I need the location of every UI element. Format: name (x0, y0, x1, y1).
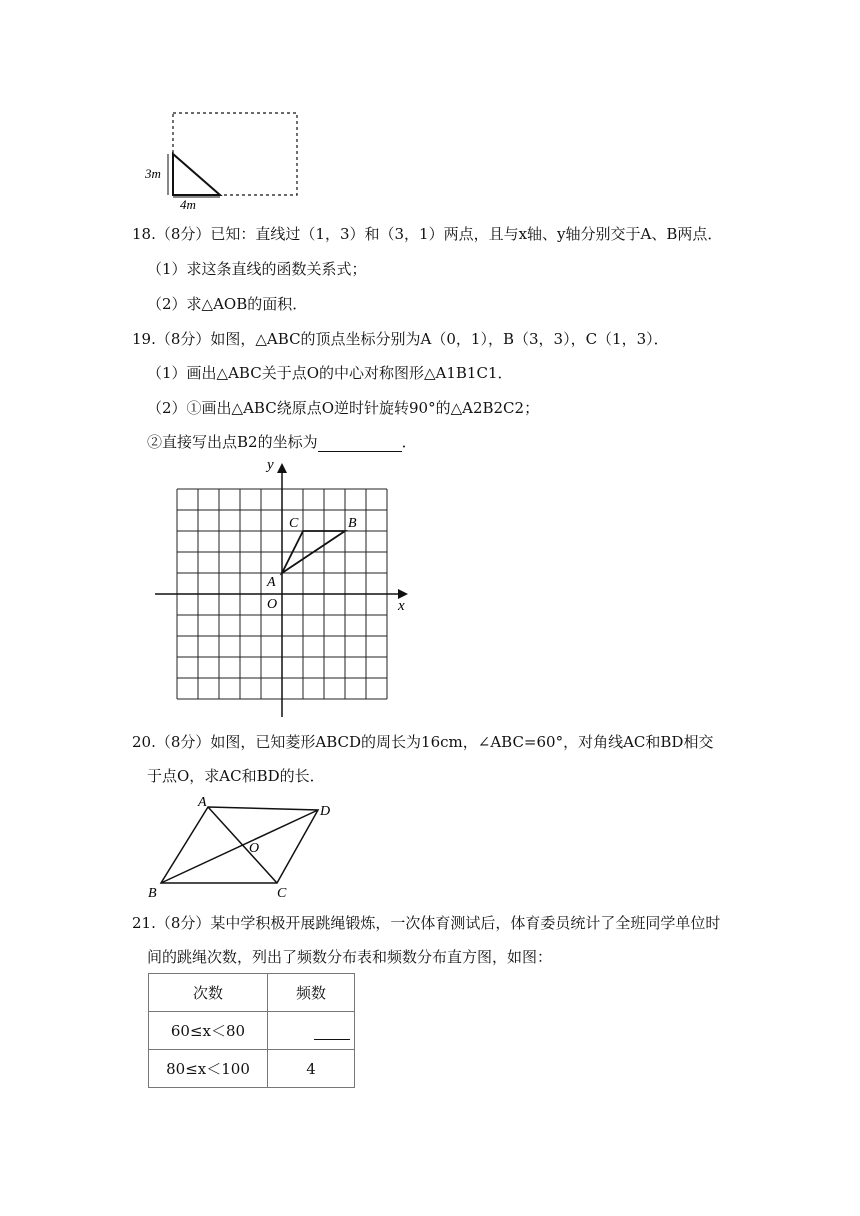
label-c: C (289, 516, 299, 531)
cell-frequency (268, 1012, 355, 1050)
q19-part1: （1）画出△ABC关于点O的中心对称图形△A1B1C1． (147, 364, 513, 382)
label-c: C (277, 886, 287, 901)
label-o: O (267, 597, 278, 612)
header-frequency: 频数 (268, 974, 355, 1012)
cell-frequency: 4 (268, 1050, 355, 1088)
label-a: A (198, 795, 207, 810)
frequency-table (148, 973, 355, 1088)
label-3m: 3m (145, 166, 161, 181)
q19-coordinate-grid (150, 455, 420, 720)
q19-part3-text: ②直接写出点B2的坐标为 (147, 433, 318, 451)
q20-rhombus-figure (140, 795, 350, 900)
q18-part1: （1）求这条直线的函数关系式； (147, 260, 367, 278)
label-o: O (249, 841, 260, 856)
y-axis-arrow (277, 463, 287, 473)
q20-line1: 20.（8分）如图，已知菱形ABCD的周长为16cm，∠ABC=60°，对角线AC和BD相交 (132, 733, 714, 751)
label-y: y (267, 457, 274, 473)
label-d: D (320, 804, 331, 819)
q21-line1: 21.（8分）某中学积极开展跳绳锻炼，一次体育测试后，体育委员统计了全班同学单位时 (132, 914, 721, 932)
diagonal-bd (161, 810, 318, 883)
q21-line2: 间的跳绳次数，列出了频数分布表和频数分布直方图，如图： (147, 948, 553, 966)
q20-line2: 于点O，求AC和BD的长． (147, 767, 325, 785)
header-count: 次数 (149, 974, 268, 1012)
dashed-rectangle (173, 113, 297, 195)
table-row (149, 1050, 355, 1088)
label-a: A (267, 575, 276, 590)
q19-heading: 19.（8分）如图，△ABC的顶点坐标分别为A（0，1），B（3，3），C（1，3）． (132, 330, 669, 348)
label-x: x (398, 598, 405, 614)
answer-blank[interactable] (318, 435, 402, 452)
q18-heading: 18.（8分）已知：直线过（1，3）和（3，1）两点，且与x轴、y轴分别交于A、B两点． (132, 225, 723, 243)
q17-figure (140, 105, 310, 210)
q19-part3 (147, 432, 417, 452)
q19-part3-end: ． (401, 433, 417, 451)
label-b: B (148, 886, 157, 901)
frequency-blank[interactable] (314, 1023, 350, 1040)
q18-part2: （2）求△AOB的面积． (147, 295, 308, 313)
label-b: B (348, 516, 357, 531)
table-row (149, 1012, 355, 1050)
cell-range: 80≤x＜100 (149, 1050, 268, 1088)
cell-range: 60≤x＜80 (149, 1012, 268, 1050)
q19-part2: （2）①画出△ABC绕原点O逆时针旋转90°的△A2B2C2； (147, 399, 540, 417)
table-header-row (149, 974, 355, 1012)
label-4m: 4m (180, 197, 196, 212)
right-triangle (173, 154, 220, 195)
